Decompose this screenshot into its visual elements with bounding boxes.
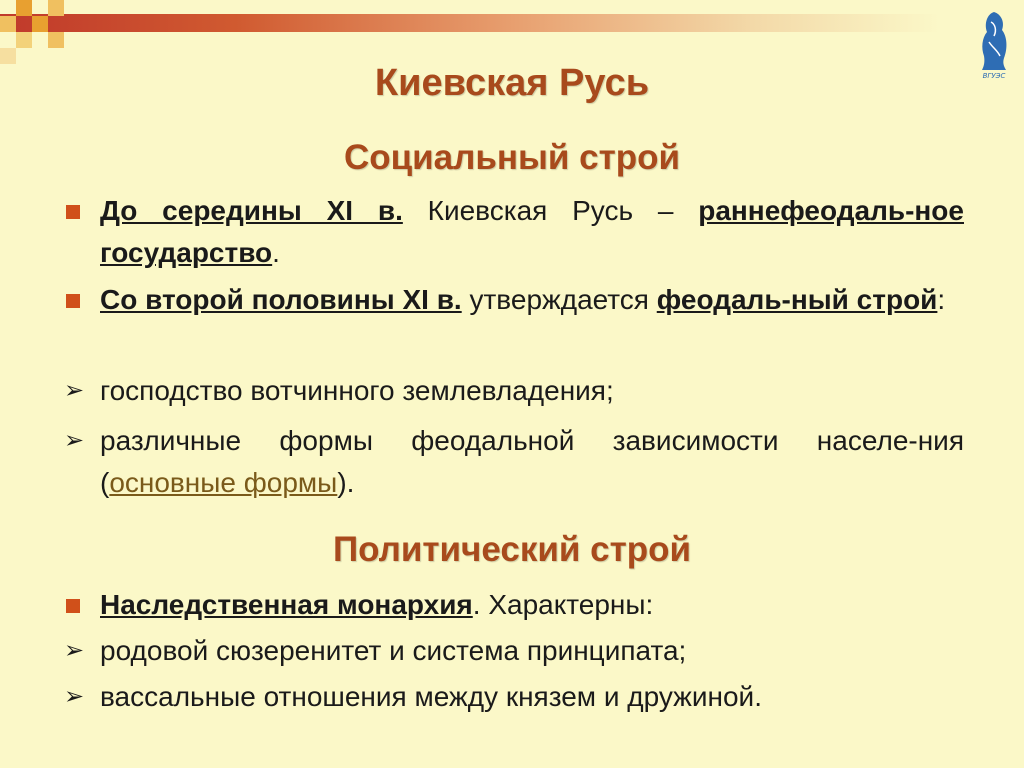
key-term: феодаль-ный строй <box>656 284 938 315</box>
top-decorative-bar <box>0 14 940 32</box>
political-item-1: Наследственная монархия. Характерны: <box>100 589 654 620</box>
decor-square <box>16 32 32 48</box>
period-label: Со второй половины XI в. <box>100 284 462 315</box>
decor-square <box>0 16 16 32</box>
political-heading: Политический строй <box>332 530 691 569</box>
social-item-1: До середины XI в. Киевская Русь – раннефеодаль-ное государство. <box>100 195 964 268</box>
social-heading: Социальный строй <box>343 138 681 177</box>
logo-caption: ВГУЭС <box>982 72 1006 80</box>
arrow-bullet-icon: ➢ <box>64 682 85 710</box>
page-title: Киевская Русь <box>374 62 650 104</box>
key-term: раннефеодаль-ное государство <box>100 195 964 268</box>
period-label: До середины XI в. <box>100 195 403 226</box>
square-bullet-icon <box>66 599 80 613</box>
arrow-bullet-icon: ➢ <box>64 426 85 454</box>
square-bullet-icon <box>66 294 80 308</box>
decor-square <box>32 16 48 32</box>
political-subitem-1: родовой сюзеренитет и система принципата; <box>100 635 687 666</box>
arrow-bullet-icon: ➢ <box>64 636 85 664</box>
decor-square <box>16 0 32 16</box>
social-item-2: Со второй половины XI в. утверждается феодаль-ный строй: <box>100 284 946 315</box>
social-subitem-2: различные формы феодальной зависимости населе-ния (основные формы). <box>100 425 964 498</box>
decor-square <box>48 0 64 16</box>
social-subitem-1: господство вотчинного землевладения; <box>100 375 614 406</box>
decor-square <box>48 32 64 48</box>
political-subitem-2: вассальные отношения между князем и дружиной. <box>100 681 762 712</box>
arrow-bullet-icon: ➢ <box>64 376 85 404</box>
square-bullet-icon <box>66 205 80 219</box>
key-term: Наследственная монархия <box>100 589 473 620</box>
main-forms-link[interactable]: основные формы <box>109 467 338 498</box>
